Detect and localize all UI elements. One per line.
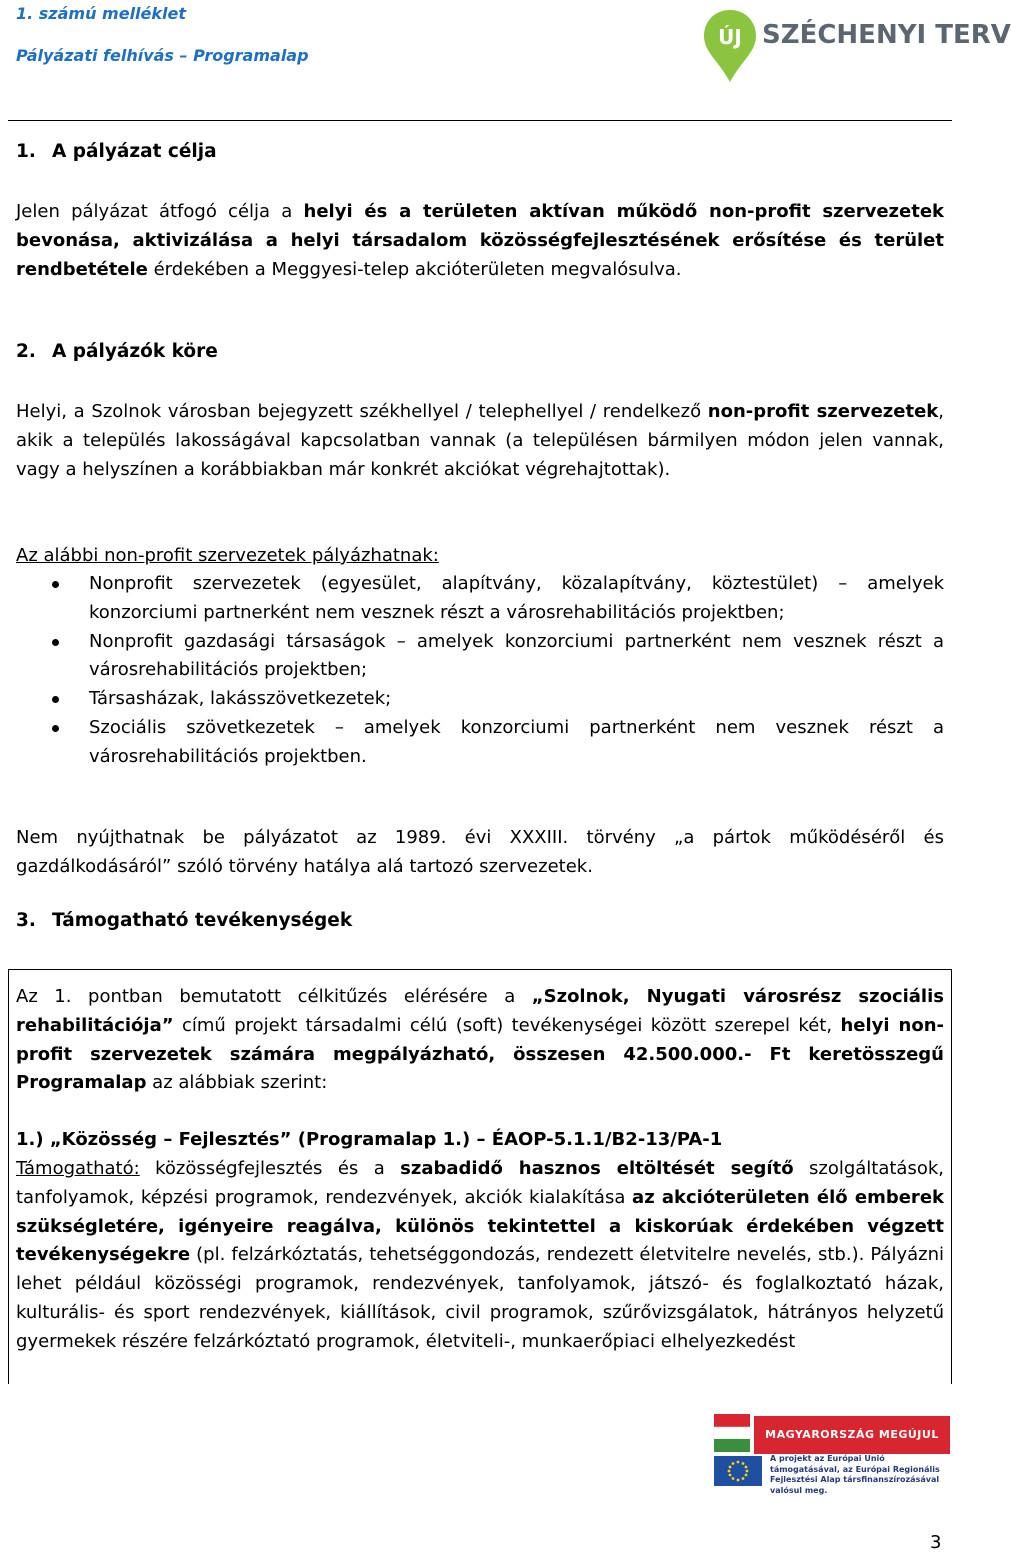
box-border-top	[8, 969, 952, 970]
list-item: Társasházak, lakásszövetkezetek;	[16, 685, 944, 714]
programalap-intro-paragraph: Az 1. pontban bemutatott célkitűzés elérésére a „Szolnok, Nyugati városrész szociális rehabilitációja” című projekt társadalmi célú (soft) tevékenységei között szerepel két, helyi non-profit szervezetek számára megpályázható, összesen 42.500.000.- Ft keretösszegű Programalap az alábbiak szerint:	[16, 986, 944, 1094]
header-divider	[8, 120, 952, 121]
list-item: Nonprofit gazdasági társaságok – amelyek konzorciumi partnerként nem vesznek részt a városrehabilitációs projektben;	[16, 628, 944, 686]
bullet-icon	[52, 725, 59, 732]
box-border-left	[8, 969, 9, 1384]
list-item: Szociális szövetkezetek – amelyek konzorciumi partnerként nem vesznek részt a városrehabilitációs projektben.	[16, 714, 944, 772]
hungarian-flag-icon	[714, 1414, 750, 1452]
program-title: 1.) „Közösség – Fejlesztés” (Programalap 1.) – ÉAOP-5.1.1/B2-13/PA-1	[16, 1129, 723, 1150]
document-subtitle: Pályázati felhívás – Programalap	[16, 46, 309, 65]
page-number: 3	[930, 1532, 942, 1553]
section-1-paragraph: Jelen pályázat átfogó célja a helyi és a területen aktívan működő non-profit szervezetek bevonása, aktivizálása a helyi társadalom közösségfejlesztésének erősítése és terület rendbetétele érdekében a Meggyesi-telep akcióterületen megvalósulva.	[16, 201, 945, 280]
eu-flag-icon	[714, 1456, 762, 1486]
bullet-icon	[52, 696, 59, 703]
svg-text:ÚJ: ÚJ	[718, 25, 742, 49]
logo-wordmark: SZÉCHENYI TERV	[762, 20, 1011, 50]
footer-logos	[714, 1414, 950, 1518]
supported-activities-paragraph: Támogatható: közösségfejlesztés és a szabadidő hasznos eltöltését segítő szolgáltatások, tanfolyamok, képzési programok, rendezvények, akciók kialakítása az akcióterületen élő emberek szükségletére, igényeire reagálva, különös tekintettel a kiskorúak érdekében végzett tevékenységekre (pl. felzárkóztatás, tehetséggondozás, rendezett életvitelre nevelés, stb.). Pályázni lehet például közösségi programok, rendezvények, tanfolyamok, játszó- és foglalkoztató házak, kulturális- és sport rendezvények, kiállítások, civil programok, szűrővizsgálatok, hátrányos helyzetű gyermekek részére felzárkóztató programok, életviteli-, munkaerőpiaci elhelyezkedést	[16, 1158, 944, 1352]
uj-badge-icon	[700, 4, 760, 86]
magyarorszag-megujul-badge: MAGYARORSZÁG MEGÚJUL	[754, 1416, 950, 1454]
section-3-heading: 3. Támogatható tevékenységek	[16, 910, 353, 931]
box-border-right	[951, 969, 952, 1384]
bullet-icon	[52, 639, 59, 646]
annex-label: 1. számú melléklet	[16, 4, 187, 23]
list-item: Nonprofit szervezetek (egyesület, alapítvány, közalapítvány, köztestület) – amelyek konzorciumi partnerként nem vesznek részt a városrehabilitációs projektben;	[16, 570, 944, 628]
section-2-paragraph: Helyi, a Szolnok városban bejegyzett székhellyel / telephellyel / rendelkező non-profit szervezetek, akik a település lakosságával kapcsolatban vannak (a településen bármilyen módon jelen vannak, vagy a helyszínen a korábbiakban már konkrét akciókat végrehajtottak).	[16, 401, 944, 480]
eligible-list-intro: Az alábbi non-profit szervezetek pályázhatnak:	[16, 545, 439, 566]
section-2-heading: 2. A pályázók köre	[16, 341, 218, 362]
section-1-heading: 1. A pályázat célja	[16, 141, 217, 162]
bullet-icon	[52, 581, 59, 588]
szechenyi-terv-logo	[700, 4, 1011, 86]
eligible-organizations-list	[16, 570, 944, 772]
eu-funding-text: A projekt az Európai Unió támogatásával, az Európai Regionális Fejlesztési Alap társfinanszírozásával valósul meg.	[770, 1454, 940, 1495]
exclusion-paragraph: Nem nyújthatnak be pályázatot az 1989. évi XXXIII. törvény „a pártok működéséről és gazdálkodásáról” szóló törvény hatálya alá tartozó szervezetek.	[16, 827, 944, 877]
